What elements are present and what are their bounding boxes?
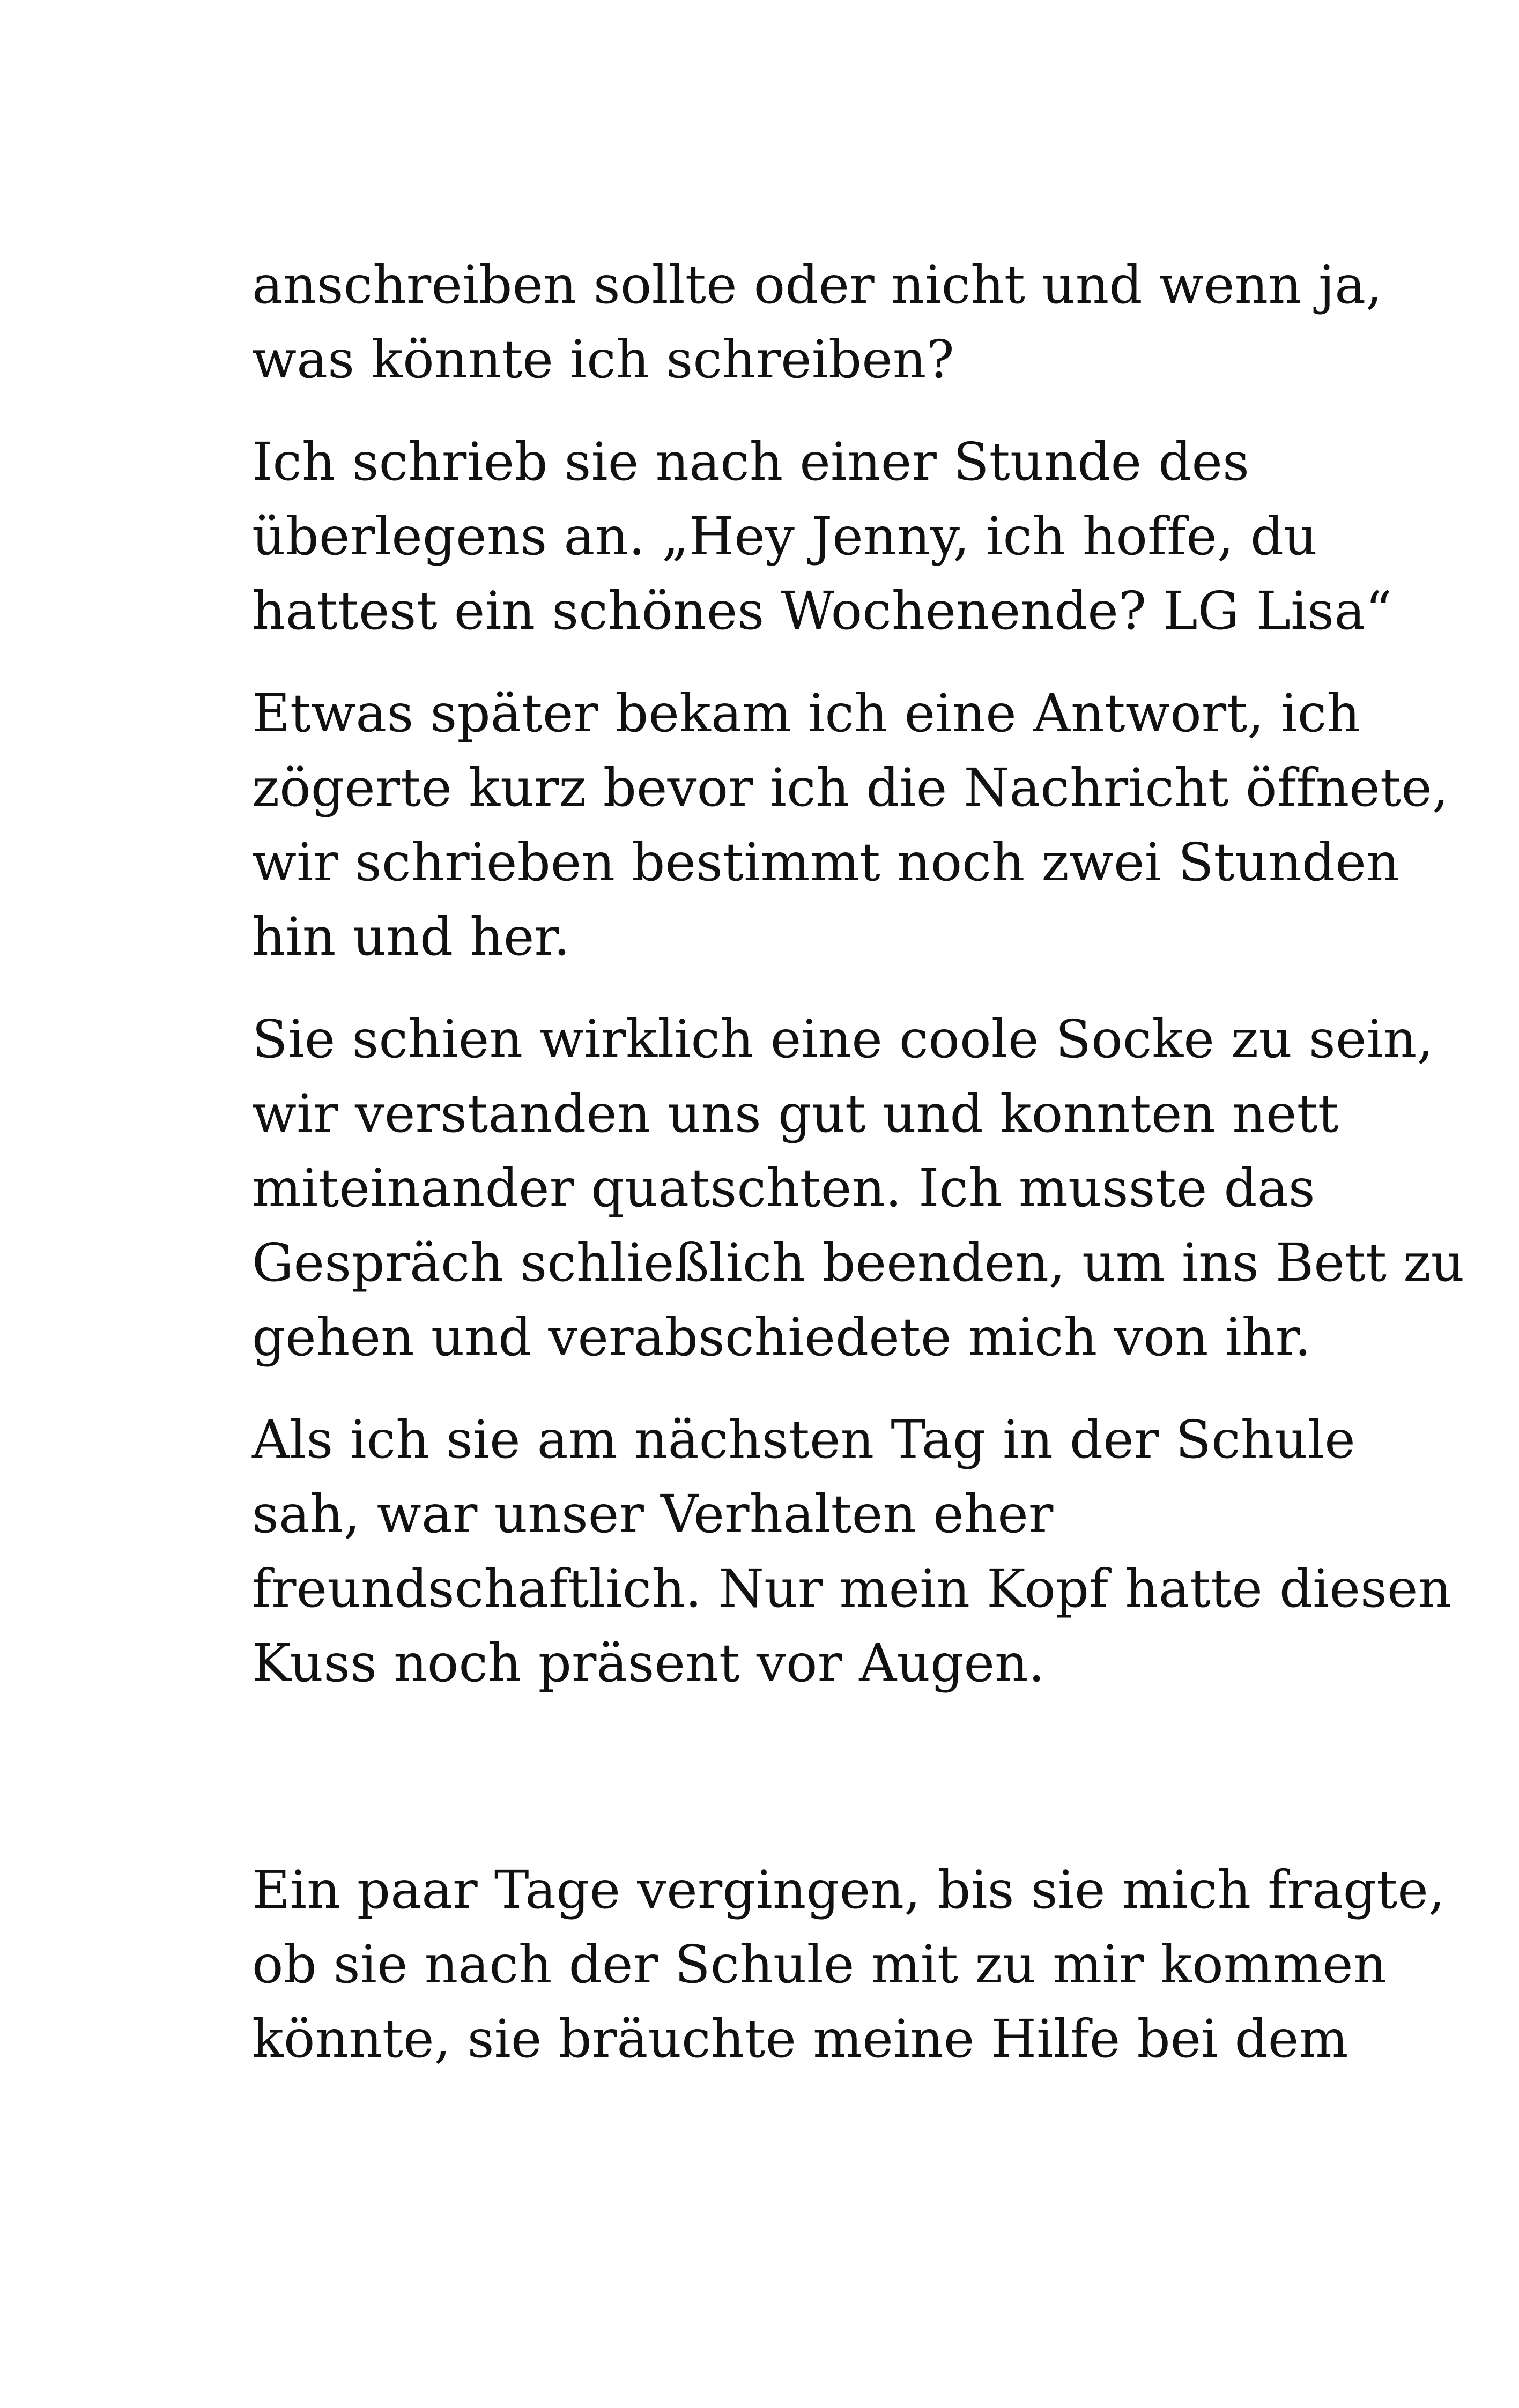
paragraph: [252, 1002, 1465, 1374]
text-line: zögerte kurz bevor ich die Nachricht öffnete,: [252, 757, 1449, 818]
text-line: hin und her.: [252, 906, 570, 967]
text-line: Etwas später bekam ich eine Antwort, ich: [252, 683, 1361, 744]
text-line: freundschaftlich. Nur mein Kopf hatte diesen: [252, 1558, 1452, 1619]
paragraph: [252, 248, 1383, 397]
paragraph: [252, 676, 1449, 974]
text-line: gehen und verabschiedete mich von ihr.: [252, 1307, 1311, 1367]
text-line: Ich schrieb sie nach einer Stunde des: [252, 432, 1250, 492]
text-line: hattest ein schönes Wochenende? LG Lisa“: [252, 581, 1392, 641]
text-line: Kuss noch präsent vor Augen.: [252, 1633, 1045, 1693]
text-line: wir schrieben bestimmt noch zwei Stunden: [252, 832, 1400, 893]
text-line: wir verstanden uns gut und konnten nett: [252, 1083, 1339, 1144]
paragraph: [252, 1402, 1452, 1700]
text-line: ob sie nach der Schule mit zu mir kommen: [252, 1934, 1387, 1995]
text-line: Ein paar Tage vergingen, bis sie mich fragte,: [252, 1860, 1446, 1920]
text-line: könnte, sie bräuchte meine Hilfe bei dem: [252, 2009, 1348, 2069]
text-line: miteinander quatschten. Ich musste das: [252, 1158, 1315, 1218]
text-line: anschreiben sollte oder nicht und wenn ja,: [252, 255, 1383, 315]
text-line: sah, war unser Verhalten eher: [252, 1484, 1054, 1544]
text-line: was könnte ich schreiben?: [252, 329, 954, 390]
text-line: Sie schien wirklich eine coole Socke zu sein,: [252, 1009, 1434, 1069]
text-line: Gespräch schließlich beenden, um ins Bett zu: [252, 1232, 1465, 1293]
page-text-column: [252, 248, 1465, 2104]
paragraph: [252, 1853, 1446, 2076]
text-line: Als ich sie am nächsten Tag in der Schule: [252, 1409, 1355, 1470]
text-line: überlegens an. „Hey Jenny, ich hoffe, du: [252, 506, 1317, 567]
paragraph: [252, 425, 1392, 648]
